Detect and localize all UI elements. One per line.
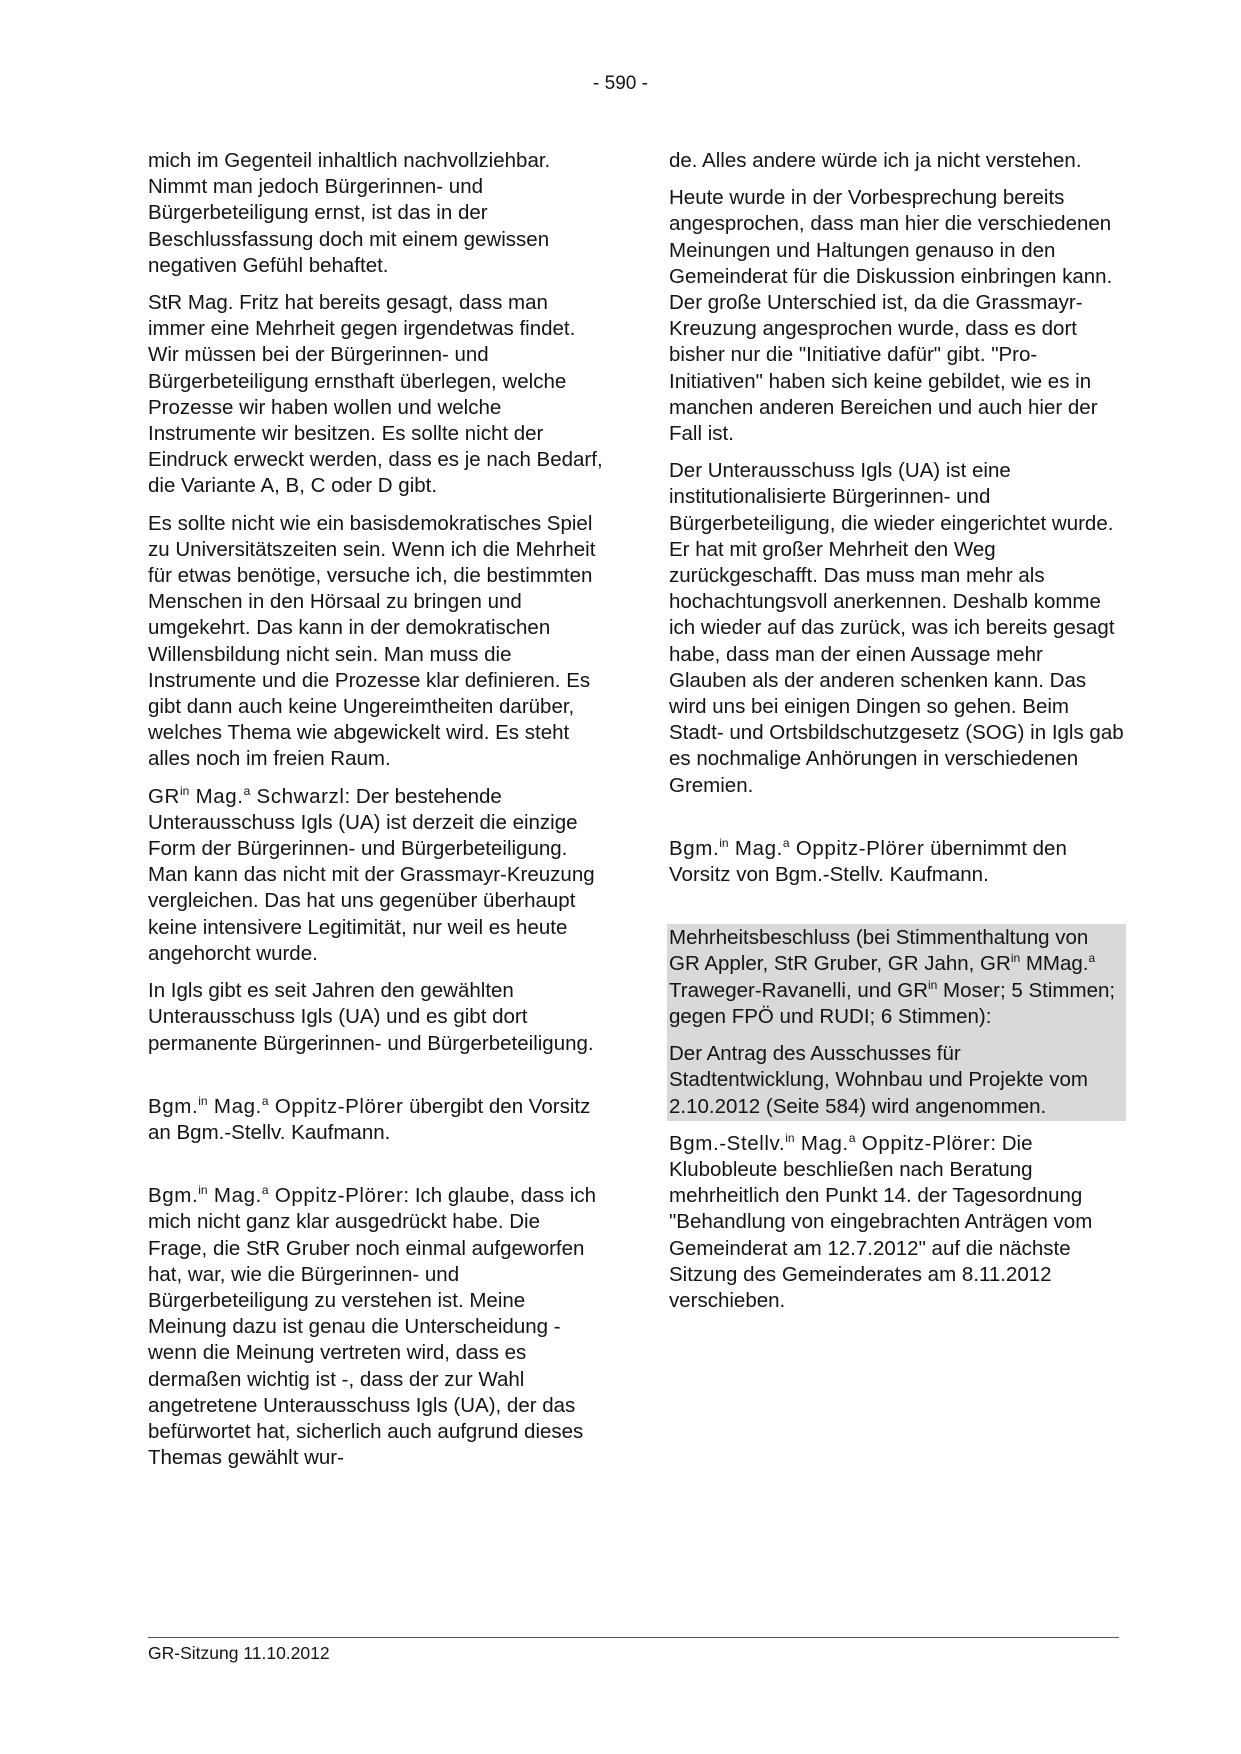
right-column <box>669 148 1124 1325</box>
footer-session-date: GR-Sitzung 11.10.2012 <box>148 1643 330 1663</box>
left-column <box>148 148 603 1482</box>
chair-note: Bgm.$^{in}$ Mag.$^a$ Oppitz-Plörer übernimmt den Vorsitz von Bgm.-Stellv. Kaufmann. <box>669 835 1067 887</box>
speaker-name: Bgm.$^{in}$ Mag.$^a$ Oppitz-Plörer <box>148 1183 404 1208</box>
paragraph: mich im Gegenteil inhaltlich nachvollziehbar. Nimmt man jedoch Bürgerinnen- und Bürgerbeteiligung ernst, ist das in der Beschlussfassung doch mit einem gewissen negativen Gefühl behaftet. <box>148 149 551 277</box>
speech-paragraph: Bgm.-Stellv.$^{in}$ Mag.$^a$ Oppitz-Plörer: Die Klubobleute beschließen nach Beratung mehrheitlich den Punkt 14. der Tagesordnung "Behandlung von eingebrachten Anträgen vom Gemeinderat am 12.7.2012" auf die nächste Sitzung des Gemeinderates am 8.11.2012 verschieben. <box>669 1130 1093 1312</box>
speaker-name: Bgm.$^{in}$ Mag.$^a$ Oppitz-Plörer <box>148 1093 404 1118</box>
footer-divider <box>148 1637 1119 1638</box>
speaker-name: $GR^{in}$ Mag.$^a$ Schwarzl <box>148 783 345 808</box>
decision-text: Der Antrag des Ausschusses für Stadtentwicklung, Wohnbau und Projekte vom 2.10.2012 (Seite 584) wird angenommen. <box>669 1042 1088 1118</box>
paragraph: StR Mag. Fritz hat bereits gesagt, dass man immer eine Mehrheit gegen irgendetwas findet. Wir müssen bei der Bürgerinnen- und Bürgerbeteiligung ernsthaft überlegen, welche Prozesse wir haben wollen und welche Instrumente wir besitzen. Es sollte nicht der Eindruck erweckt werden, dass es je nach Bedarf, die Variante A, B, C oder D gibt. <box>148 291 603 498</box>
paragraph: Der Unterausschuss Igls (UA) ist eine institutionalisierte Bürgerinnen- und Bürgerbeteiligung, die wieder eingerichtet wurde. Er hat mit großer Mehrheit den Weg zurückgeschafft. Das muss man mehr als hochachtungsvoll anerkennen. Deshalb komme ich wieder auf das zurück, was ich bereits gesagt habe, dass man der einen Aussage mehr Glauben als der anderen schenken kann. Das wird uns bei einigen Dingen so gehen. Beim Stadt- und Ortsbildschutzgesetz (SOG) in Igls gab es nochmalige Anhörungen in verschiedenen Gremien. <box>669 459 1124 797</box>
paragraph: de. Alles andere würde ich ja nicht verstehen. <box>669 149 1082 172</box>
speaker-name: Bgm.-Stellv.$^{in}$ Mag.$^a$ Oppitz-Plörer <box>669 1130 991 1155</box>
resolution-box <box>667 924 1126 1120</box>
vote-result: Mehrheitsbeschluss (bei Stimmenthaltung von GR Appler, StR Gruber, GR Jahn, $GR^{in}$ MMag.$^a$ Traweger-Ravanelli, und $GR^{in}$ Moser; 5 Stimmen; gegen FPÖ und RUDI; 6 Stimmen): <box>669 926 1116 1028</box>
paragraph: Heute wurde in der Vorbesprechung bereits angesprochen, dass man hier die verschiedenen Meinungen und Haltungen genauso in den Gemeinderat für die Diskussion einbringen kann. Der große Unterschied ist, da die Grassmayr-Kreuzung angesprochen wurde, dass es dort bisher nur die "Initiative dafür" gibt. "Pro-Initiativen" haben sich keine gebildet, wie es in manchen anderen Bereichen und auch hier der Fall ist. <box>669 186 1113 446</box>
chair-note: Bgm.$^{in}$ Mag.$^a$ Oppitz-Plörer übergibt den Vorsitz an Bgm.-Stellv. Kaufmann. <box>148 1093 591 1144</box>
speech-paragraph: Bgm.$^{in}$ Mag.$^a$ Oppitz-Plörer: Ich glaube, dass ich mich nicht ganz klar ausgedrückt habe. Die Frage, die StR Gruber noch einmal aufgeworfen hat, war, wie die Bürgerinnen- und Bürgerbeteiligung zu verstehen ist. Meine Meinung dazu ist genau die Unterscheidung - wenn die Meinung vertreten wird, dass es dermaßen wichtig ist -, dass der zur Wahl angetretene Unterausschuss Igls (UA), der das befürwortet hat, sicherlich auch aufgrund dieses Themas gewählt wur- <box>148 1183 597 1470</box>
paragraph: Es sollte nicht wie ein basisdemokratisches Spiel zu Universitätszeiten sein. Wenn ich die Mehrheit für etwas benötige, versuche ich, die bestimmten Menschen in den Hörsaal zu bringen und umgekehrt. Das kann in der demokratischen Willensbildung nicht sein. Man muss die Instrumente und die Prozesse klar definieren. Es gibt dann auch keine Ungereimtheiten darüber, welches Thema wie abgewickelt wird. Es steht alles noch im freien Raum. <box>148 511 596 771</box>
speaker-name: Bgm.$^{in}$ Mag.$^a$ Oppitz-Plörer <box>669 835 925 860</box>
page-number: - 590 - <box>593 73 648 94</box>
paragraph: In Igls gibt es seit Jahren den gewählten Unterausschuss Igls (UA) und es gibt dort permanente Bürgerinnen- und Bürgerbeteiligung. <box>148 979 594 1055</box>
speech-paragraph: $GR^{in}$ Mag.$^a$ Schwarzl: Der bestehende Unterausschuss Igls (UA) ist derzeit die einzige Form der Bürgerinnen- und Bürgerbeteiligung. Man kann das nicht mit der Grassmayr-Kreuzung vergleichen. Das hat uns gegenüber überhaupt keine intensivere Legitimität, nur weil es heute angehorcht wurde. <box>148 783 595 965</box>
